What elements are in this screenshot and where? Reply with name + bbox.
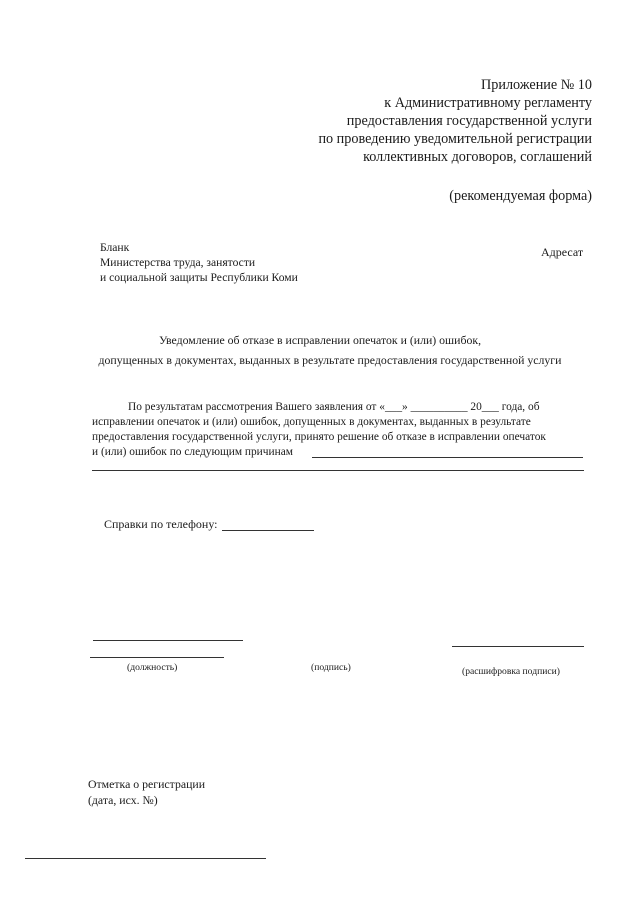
position-fill-line [93,640,243,641]
appendix-line: по проведению уведомительной регистрации [318,131,592,147]
body-line: По результатам рассмотрения Вашего заявления от «___» __________ 20___ года, об [128,401,540,413]
notice-title-line-2: допущенных в документах, выданных в результате предоставления государственной услуги [98,353,562,367]
appendix-line: Приложение № 10 [481,77,592,93]
registration-mark [88,776,205,808]
position-label: (должность) [127,662,178,673]
reason-fill-line [92,470,584,471]
body-line: и (или) ошибок по следующим причинам [92,446,293,458]
phone-label: Справки по телефону: [104,517,218,531]
registration-line: (дата, исх. №) [88,793,158,807]
reason-fill-line [312,457,583,458]
letterhead [100,240,298,285]
body-line: исправлении опечаток и (или) ошибок, допущенных в документах, выданных в результате [92,416,531,428]
position-fill-line [90,657,224,658]
addressee-label: Адресат [541,245,584,259]
appendix-header [318,76,592,166]
appendix-line: коллективных договоров, соглашений [363,149,592,165]
appendix-line: предоставления государственной услуги [346,113,592,129]
appendix-line: к Административному регламенту [384,95,592,111]
decoding-label: (расшифровка подписи) [462,666,560,677]
letterhead-line: Министерства труда, занятости [100,256,256,269]
letterhead-line: Бланк [100,241,130,254]
body-paragraph [92,400,589,460]
phone-fill-line [222,530,314,531]
signature-label: (подпись) [311,662,351,673]
notice-title-line-1: Уведомление об отказе в исправлении опечаток и (или) ошибок, [158,333,482,347]
decoding-fill-line [452,646,584,647]
footer-separator-line [25,858,266,859]
recommended-form-note: (рекомендуемая форма) [449,188,592,204]
registration-line: Отметка о регистрации [88,777,206,791]
letterhead-line: и социальной защиты Республики Коми [100,271,298,284]
body-line: предоставления государственной услуги, принято решение об отказе в исправлении опечаток [92,431,546,443]
